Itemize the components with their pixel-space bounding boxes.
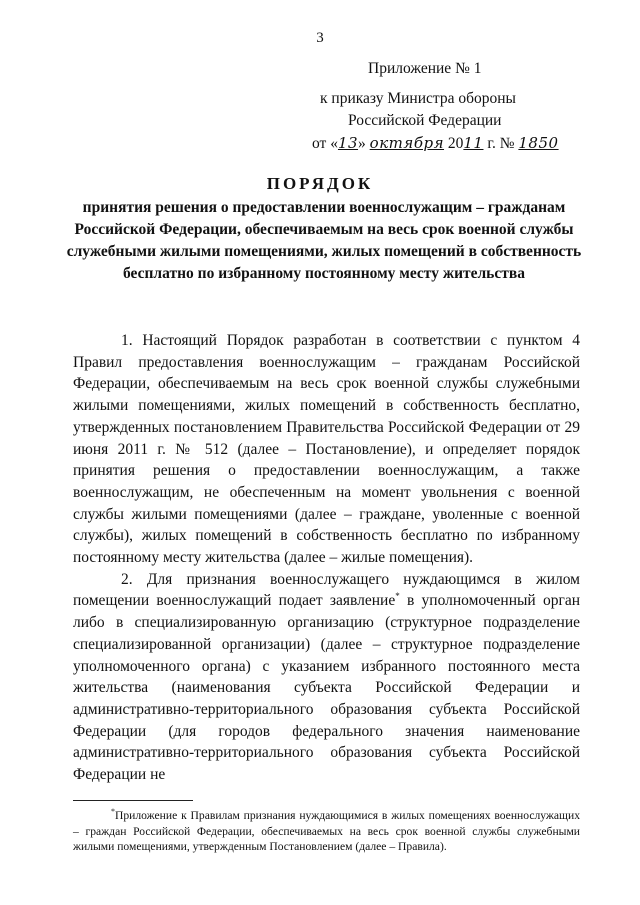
- order-number-handwritten: 1850: [518, 134, 559, 152]
- paragraph-2-part-2: в уполномоченный орган либо в специализированную организацию (структурное подразделение специализированной организации) (далее – структурное подразделение уполномоченного органа) с указанием избранного постоянного места жительства (наименования субъекта Российской Федерации и административно-территориального образования субъекта Российской Федерации (для городов федерального значения наименование административно-территориального образования субъекта Российской Федерации не: [73, 592, 580, 784]
- approval-block: [312, 58, 612, 155]
- page-number: 3: [316, 30, 324, 46]
- footnote-mark: *: [111, 807, 115, 817]
- appendix-label: Приложение № 1: [368, 60, 482, 77]
- federation-label: Российской Федерации: [348, 112, 502, 129]
- paragraph-2: [73, 569, 580, 786]
- footnote: [73, 808, 580, 855]
- date-year-prefix: 20: [444, 135, 464, 152]
- paragraph-2-part-1: 2. Для признания военнослужащего нуждающимся в жилом помещении военнослужащий подает заявление: [73, 570, 580, 610]
- date-month-handwritten: октября: [369, 134, 445, 152]
- document-body: [73, 330, 580, 786]
- order-reference: к приказу Министра обороны: [320, 90, 516, 107]
- document-subtitle: принятия решения о предоставлении военнослужащим – гражданам Российской Федерации, обеспечиваемым на весь срок военной службы служебными жилыми помещениями, жилых помещений в собственность бесплатно по избранному постоянному месту жительства: [66, 199, 582, 282]
- footnote-divider: [73, 800, 193, 801]
- footnote-reference-mark: *: [395, 591, 400, 602]
- footnote-text: Приложение к Правилам признания нуждающимися в жилых помещениях военнослужащих – граждан Российской Федерации, обеспечиваемых на весь срок военной службы служебными жилыми помещениями, утвержденным Постановлением (далее – Правила).: [73, 809, 580, 853]
- document-title: ПОРЯДОК: [266, 174, 374, 193]
- date-mid: »: [358, 135, 370, 152]
- order-number-label: г. №: [483, 135, 519, 152]
- date-year-handwritten: 11: [463, 134, 484, 152]
- date-prefix: от «: [312, 135, 338, 152]
- paragraph-1: 1. Настоящий Порядок разработан в соответствии с пунктом 4 Правил предоставления военнослужащим – гражданам Российской Федерации, обеспечиваемым на весь срок военной службы служебными жилыми помещениями, жилых помещений в собственность бесплатно, утвержденных постановлением Правительства Российской Федерации от 29 июня 2011 г. № 512 (далее – Постановление), и определяет порядок принятия решения о предоставлении военнослужащим, а также военнослужащим, не обеспеченным на момент увольнения с военной службы жилыми помещениями (далее – граждане, уволенные с военной службы), жилых помещений в собственность бесплатно по избранному постоянному месту жительства (далее – жилые помещения).: [73, 332, 580, 567]
- order-date-line: [312, 132, 612, 155]
- date-day-handwritten: 13: [337, 134, 359, 152]
